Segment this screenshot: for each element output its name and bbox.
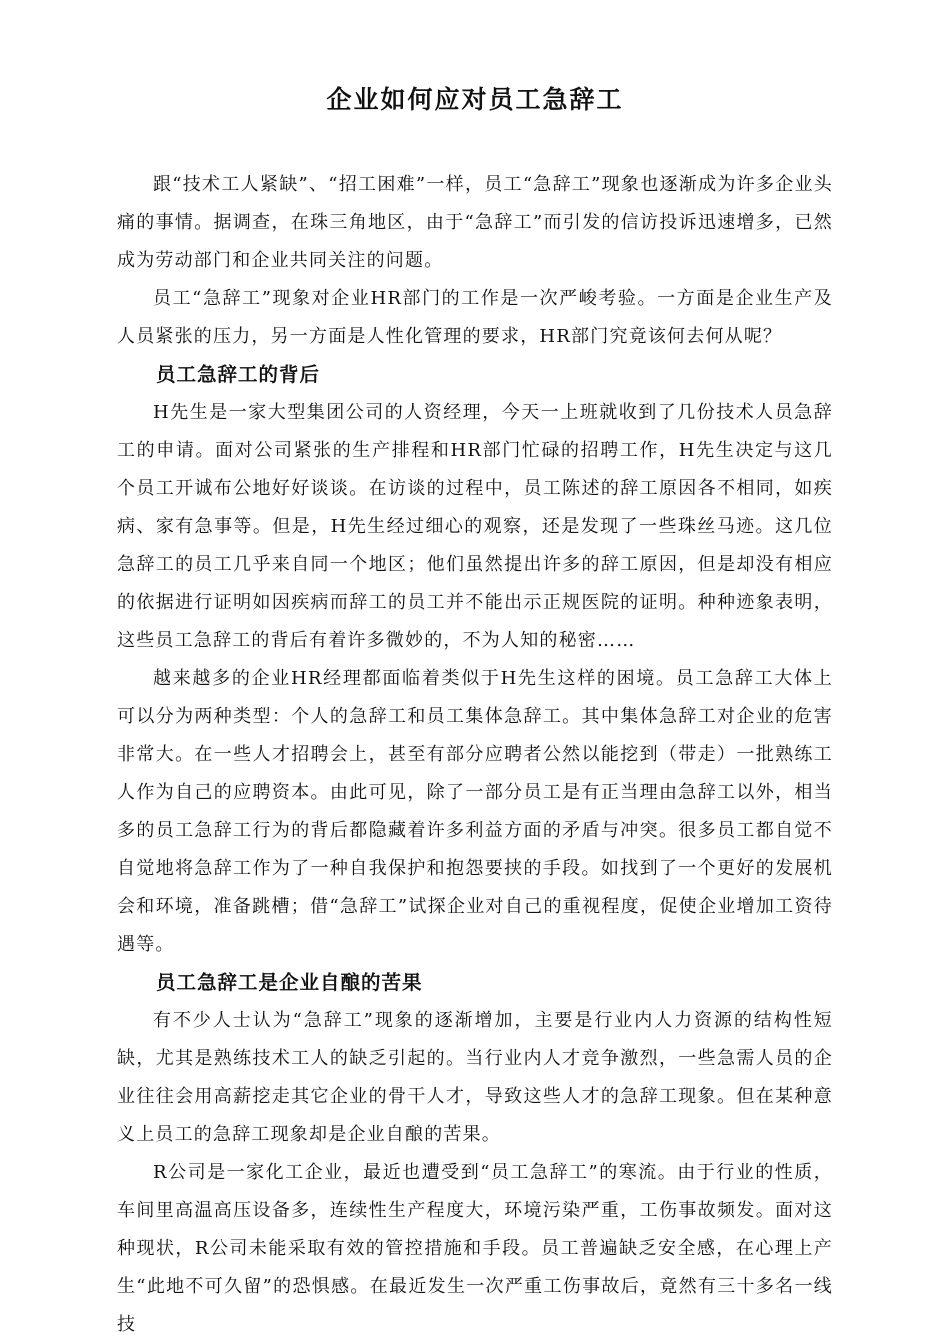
section1-paragraph-1: H先生是一家大型集团公司的人资经理，今天一上班就收到了几份技术人员急辞工的申请。面对公司紧张的生产排程和HR部门忙碌的招聘工作，H先生决定与这几个员工开诚布公地好好谈谈。在访谈的过程中，员工陈述的辞工原因各不相同，如疾病、家有急事等。但是，H先生经过细心的观察，还是发现了一些珠丝马迹。这几位急辞工的员工几乎来自同一个地区；他们虽然提出许多的辞工原因，但是却没有相应的依据进行证明如因疾病而辞工的员工并不能出示正规医院的证明。种种迹象表明，这些员工急辞工的背后有着许多微妙的，不为人知的秘密…… xyxy=(117,402,833,651)
intro-paragraph-2: 员工“急辞工”现象对企业HR部门的工作是一次严峻考验。一方面是企业生产及人员紧张的压力，另一方面是人性化管理的要求，HR部门究竟该何去何从呢？ xyxy=(117,288,833,347)
document-title: 企业如何应对员工急辞工 xyxy=(326,85,624,114)
section-heading-behind: 员工急辞工的背后 xyxy=(156,363,321,386)
section1-paragraph-2: 越来越多的企业HR经理都面临着类似于H先生这样的困境。员工急辞工大体上可以分为两种类型：个人的急辞工和员工集体急辞工。其中集体急辞工对企业的危害非常大。在一些人才招聘会上，甚至有部分应聘者公然以能挖到（带走）一批熟练工人作为自己的应聘资本。由此可见，除了一部分员工是有正当理由急辞工以外，相当多的员工急辞工行为的背后都隐藏着许多利益方面的矛盾与冲突。很多员工都自觉不自觉地将急辞工作为了一种自我保护和抱怨要挟的手段。如找到了一个更好的发展机会和环境，准备跳槽；借“急辞工”试探企业对自己的重视程度，促使企业增加工资待遇等。 xyxy=(117,668,833,955)
intro-paragraph-1: 跟“技术工人紧缺”、“招工困难”一样，员工“急辞工”现象也逐渐成为许多企业头痛的事情。据调查，在珠三角地区，由于“急辞工”而引发的信访投诉迅速增多，已然成为劳动部门和企业共同关注的问题。 xyxy=(117,174,833,271)
section-heading-bitter-fruit: 员工急辞工是企业自酿的苦果 xyxy=(156,971,423,994)
document-page xyxy=(117,78,833,1344)
section2-paragraph-1: 有不少人士认为“急辞工”现象的逐渐增加，主要是行业内人力资源的结构性短缺，尤其是熟练技术工人的缺乏引起的。当行业内人才竞争激烈，一些急需人员的企业往往会用高薪挖走其它企业的骨干人才，导致这些人才的急辞工现象。但在某种意义上员工的急辞工现象却是企业自酿的苦果。 xyxy=(117,1010,833,1145)
section2-paragraph-2: R公司是一家化工企业，最近也遭受到“员工急辞工”的寒流。由于行业的性质，车间里高温高压设备多，连续性生产程度大，环境污染严重，工伤事故频发。面对这种现状，R公司未能采取有效的管控措施和手段。员工普遍缺乏安全感，在心理上产生“此地不可久留”的恐惧感。在最近发生一次严重工伤事故后，竟然有三十多名一线技 xyxy=(117,1162,833,1335)
